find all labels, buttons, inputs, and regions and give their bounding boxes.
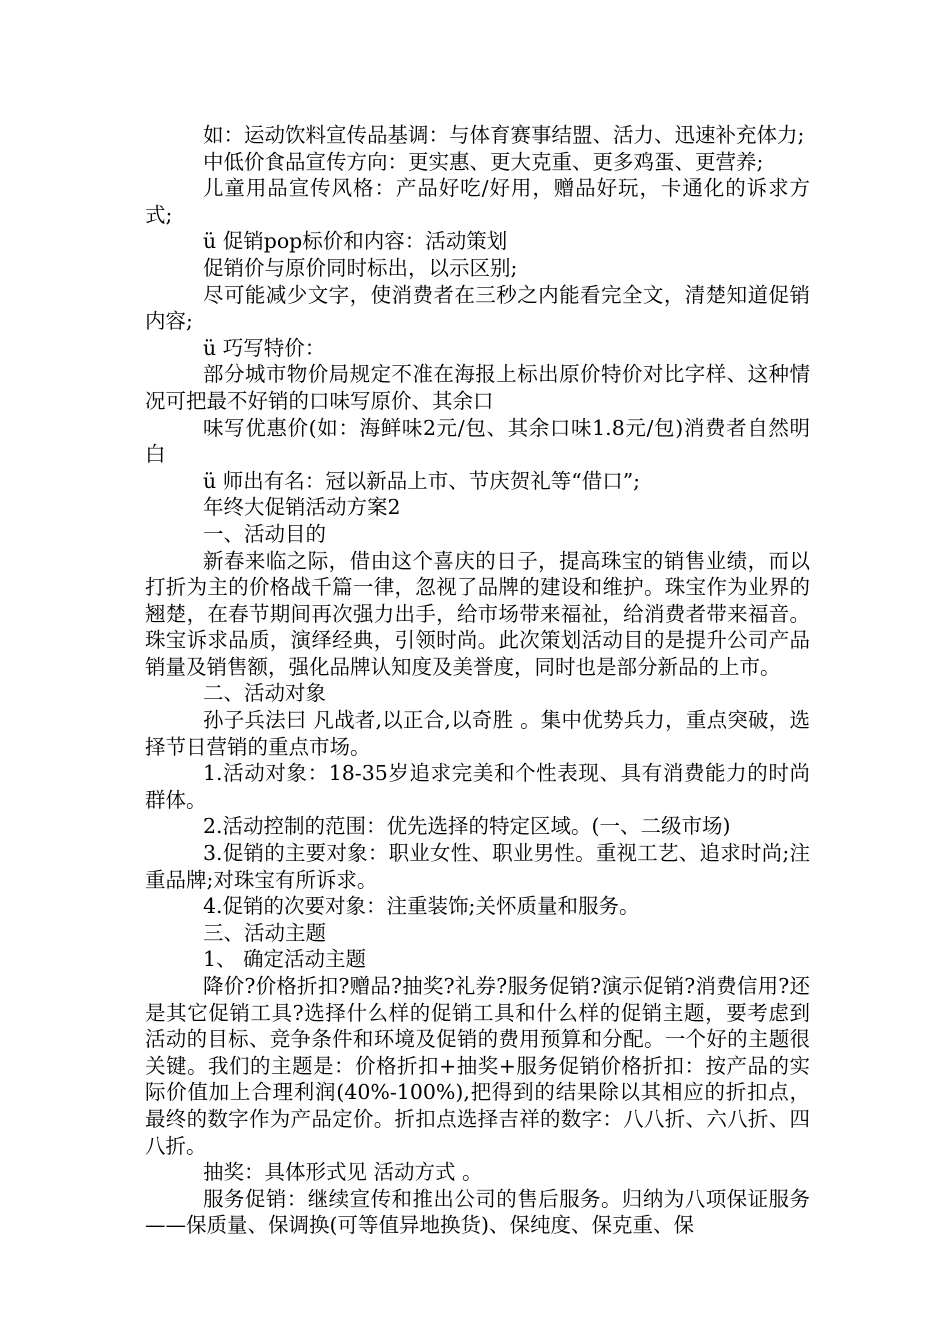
list-item: 3.促销的主要对象：职业女性、职业男性。重视工艺、追求时尚;注重品牌;对珠宝有所诉求。 <box>145 841 810 892</box>
paragraph: 如：运动饮料宣传品基调：与体育赛事结盟、活力、迅速补充体力; <box>203 123 805 147</box>
paragraph: 降价?价格折扣?赠品?抽奖?礼券?服务促销?演示促销?消费信用?还是其它促销工具?选择什么样的促销工具和什么样的促销主题，要考虑到活动的目标、竞争条件和环境及促销的费用预算和分配。一个好的主题很关键。我们的主题是：价格折扣+抽奖+服务促销价格折扣：按产品的实际价值加上合理利润(40%-100%),把得到的结果除以其相应的折扣点，最终的数字作为产品定价。折扣点选择吉祥的数字：八八折、六八折、四八折。 <box>145 974 810 1158</box>
document-body <box>145 122 810 1239</box>
paragraph: 尽可能减少文字，使消费者在三秒之内能看完全文，清楚知道促销内容; <box>145 282 810 334</box>
paragraph: 促销价与原价同时标出，以示区别; <box>203 255 518 280</box>
paragraph: 味写优惠价(如：海鲜味2元/包、其余口味1.8元/包)消费者自然明白 <box>145 415 810 467</box>
paragraph: 抽奖：具体形式见 活动方式 。 <box>203 1160 483 1185</box>
list-item: 4.促销的次要对象：注重装饰;关怀质量和服务。 <box>203 894 640 919</box>
list-item: 1.活动对象：18-35岁追求完美和个性表现、具有消费能力的时尚群体。 <box>145 761 810 812</box>
section-title: 年终大促销活动方案2 <box>203 495 401 520</box>
paragraph: 部分城市物价局规定不准在海报上标出原价特价对比字样、这种情况可把最不好销的口味写原价、其余口 <box>145 362 810 413</box>
paragraph: 新春来临之际，借由这个喜庆的日子，提高珠宝的销售业绩，而以打折为主的价格战千篇一律，忽视了品牌的建设和维护。珠宝作为业界的翘楚，在春节期间再次强力出手，给市场带来福祉，给消费者带来福音。珠宝诉求品质，演绎经典，引领时尚。此次策划活动目的是提升公司产品销量及销售额，强化品牌认知度及美誉度，同时也是部分新品的上市。 <box>145 548 810 679</box>
list-item: 2.活动控制的范围：优先选择的特定区域。(一、二级市场) <box>203 814 731 839</box>
paragraph: ü 巧写特价： <box>203 335 326 360</box>
paragraph: 中低价食品宣传方向：更实惠、更大克重、更多鸡蛋、更营养; <box>203 149 764 174</box>
paragraph: ü 促销pop标价和内容：活动策划 <box>203 229 508 254</box>
section-heading: 二、活动对象 <box>203 681 326 706</box>
paragraph: ü 师出有名：冠以新品上市、节庆贺礼等“借口”; <box>203 468 641 493</box>
paragraph: 孙子兵法曰 凡战者,以正合,以奇胜 。集中优势兵力，重点突破，选择节日营销的重点市场。 <box>145 708 810 759</box>
paragraph: 服务促销：继续宣传和推出公司的售后服务。归纳为八项保证服务——保质量、保调换(可等值异地换货)、保纯度、保克重、保 <box>145 1186 810 1238</box>
paragraph: 儿童用品宣传风格：产品好吃/好用，赠品好玩，卡通化的诉求方式; <box>145 176 810 227</box>
section-heading: 三、活动主题 <box>203 920 326 945</box>
subsection-heading: 1、 确定活动主题 <box>203 947 367 972</box>
section-heading: 一、活动目的 <box>203 521 326 546</box>
